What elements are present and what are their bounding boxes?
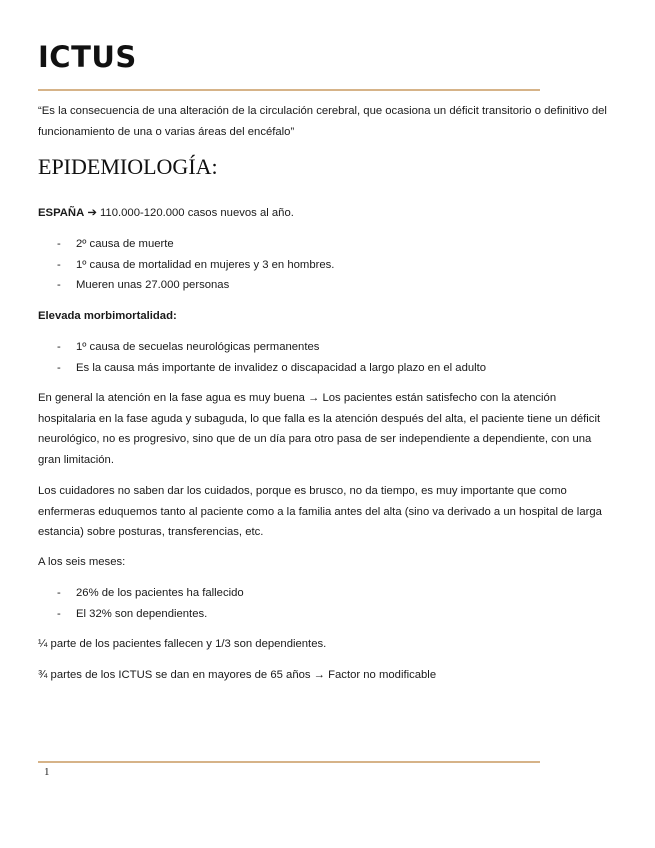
dash-bullet: - xyxy=(57,587,61,599)
page-number: 1 xyxy=(44,766,50,778)
dash-bullet: - xyxy=(57,341,61,353)
paragraph-cuidadores: Los cuidadores no saben dar los cuidados, porque es brusco, no da tiempo, es muy importante que como enfermeras eduquemos tanto al paciente como a la familia antes del alta (sino va derivado a un hospital de larga estancia) sobre posturas, transferencias, etc. xyxy=(38,485,602,538)
title-underline xyxy=(38,89,540,91)
dash-bullet: - xyxy=(57,279,61,291)
list-item: - 2º causa de muerte xyxy=(38,234,613,255)
dash-bullet: - xyxy=(57,238,61,250)
section-heading: EPIDEMIOLOGÍA: xyxy=(38,154,218,179)
list-item: - El 32% son dependientes. xyxy=(38,604,613,625)
list-item: - Es la causa más importante de invalidez o discapacidad a largo plazo en el adulto xyxy=(38,358,613,379)
dash-bullet: - xyxy=(57,607,61,620)
espana-list xyxy=(38,234,613,296)
espana-label: ESPAÑA xyxy=(38,207,85,219)
paragraph-cuarto: ¼ parte de los pacientes fallecen y 1/3 son dependientes. xyxy=(38,638,327,650)
seis-meses-list xyxy=(38,583,613,624)
list-item: - 1º causa de mortalidad en mujeres y 3 en hombres. xyxy=(38,255,613,276)
document-title: ICTUS xyxy=(38,40,137,74)
list-item: - 26% de los pacientes ha fallecido xyxy=(38,583,613,604)
morbimortalidad-heading: Elevada morbimortalidad: xyxy=(38,310,177,322)
morbimortalidad-list xyxy=(38,337,613,378)
footer-rule xyxy=(38,761,540,763)
seis-meses-heading: A los seis meses: xyxy=(38,556,126,568)
dash-bullet: - xyxy=(57,258,61,271)
list-item: - Mueren unas 27.000 personas xyxy=(38,275,613,296)
espana-line xyxy=(38,203,613,224)
espana-stat: ➔ 110.000-120.000 casos nuevos al año. xyxy=(84,207,294,219)
definition-quote: “Es la consecuencia de una alteración de la circulación cerebral, que ocasiona un déficit transitorio o definitivo del funcionamiento de una o varias áreas del encéfalo” xyxy=(38,105,607,138)
list-item: - 1º causa de secuelas neurológicas permanentes xyxy=(38,337,613,358)
paragraph-atencion: En general la atención en la fase agua es muy buena → Los pacientes están satisfecho con la atención hospitalaria en la fase aguda y subaguda, lo que falla es la atención después del alta, el paciente tiene un déficit neurológico, no es progresivo, sino que de un día para otro pasa de ser independiente a dependiente, con una gran limitación. xyxy=(38,392,601,466)
dash-bullet: - xyxy=(57,361,61,374)
paragraph-tres-cuartos: ¾ partes de los ICTUS se dan en mayores de 65 años → Factor no modificable xyxy=(38,669,437,681)
